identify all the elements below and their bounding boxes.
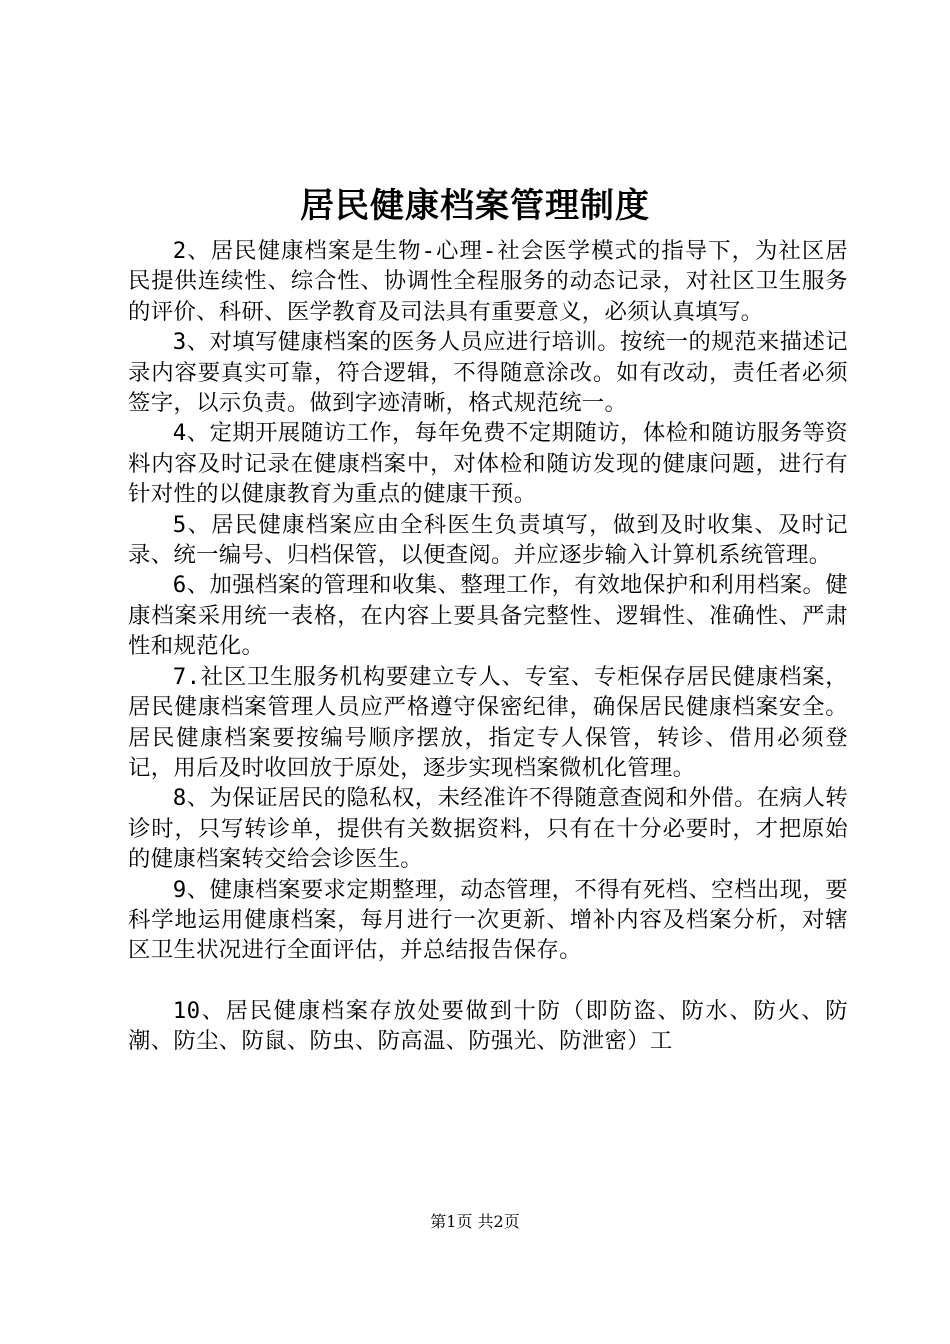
document-title: 居民健康档案管理制度 bbox=[300, 186, 650, 226]
paragraph-10: 10、居民健康档案存放处要做到十防（即防盗、防水、防火、防潮、防尘、防鼠、防虫、防高温、防强光、防泄密）工 bbox=[128, 997, 848, 1055]
paragraph-8: 8、为保证居民的隐私权，未经准许不得随意查阅和外借。在病人转诊时，只写转诊单，提供有关数据资料，只有在十分必要时，才把原始的健康档案转交给会诊医生。 bbox=[128, 785, 848, 873]
paragraph-6: 6、加强档案的管理和收集、整理工作，有效地保护和利用档案。健康档案采用统一表格，在内容上要具备完整性、逻辑性、准确性、严肃性和规范化。 bbox=[128, 572, 848, 660]
paragraph-4: 4、定期开展随访工作，每年免费不定期随访，体检和随访服务等资料内容及时记录在健康档案中，对体检和随访发现的健康问题，进行有针对性的以健康教育为重点的健康干预。 bbox=[128, 420, 848, 508]
page-footer: 第1页 共2页 bbox=[430, 1212, 520, 1231]
paragraph-3: 3、对填写健康档案的医务人员应进行培训。按统一的规范来描述记录内容要真实可靠，符合逻辑，不得随意涂改。如有改动，责任者必须签字，以示负责。做到字迹清晰，格式规范统一。 bbox=[128, 329, 848, 417]
paragraph-9: 9、健康档案要求定期整理，动态管理，不得有死档、空档出现，要科学地运用健康档案，每月进行一次更新、增补内容及档案分析，对辖区卫生状况进行全面评估，并总结报告保存。 bbox=[128, 876, 848, 964]
paragraph-5: 5、居民健康档案应由全科医生负责填写，做到及时收集、及时记录、统一编号、归档保管，以便查阅。并应逐步输入计算机系统管理。 bbox=[128, 511, 848, 569]
paragraph-7: 7.社区卫生服务机构要建立专人、专室、专柜保存居民健康档案，居民健康档案管理人员应严格遵守保密纪律，确保居民健康档案安全。居民健康档案要按编号顺序摆放，指定专人保管，转诊、借用必须登记，用后及时收回放于原处，逐步实现档案微机化管理。 bbox=[128, 663, 848, 781]
paragraph-2: 2、居民健康档案是生物-心理-社会医学模式的指导下，为社区居民提供连续性、综合性、协调性全程服务的动态记录，对社区卫生服务的评价、科研、医学教育及司法具有重要意义，必须认真填写。 bbox=[128, 238, 848, 325]
document-body bbox=[128, 236, 848, 1057]
